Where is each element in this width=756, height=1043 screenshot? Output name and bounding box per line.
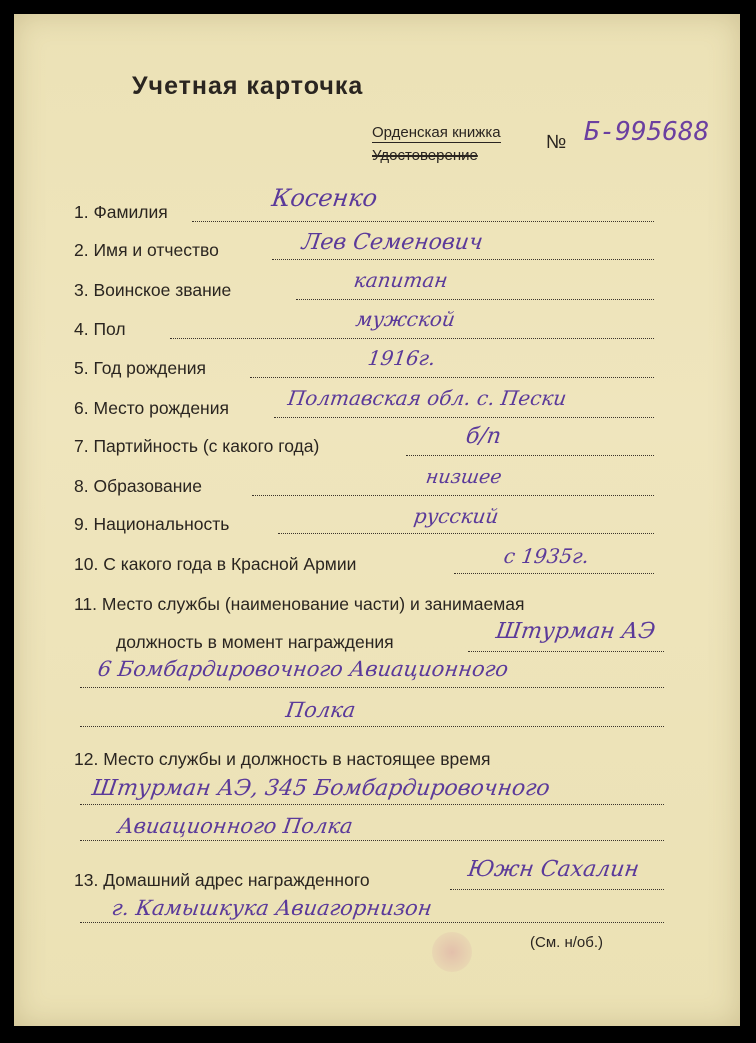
field-line (252, 495, 654, 496)
field-current-service-value-1: Штурман АЭ, 345 Бомбардировочного (90, 776, 552, 801)
field-home-address-value-1: Южн Сахалин (466, 857, 641, 882)
order-book-label: Орденская книжка (372, 124, 501, 141)
field-line (80, 922, 664, 923)
registration-card (14, 14, 740, 1026)
field-rank-value: капитан (352, 268, 450, 292)
field-surname-value: Косенко (270, 184, 380, 212)
field-birthplace-label: 6. Место рождения (74, 398, 229, 418)
field-name-label: 2. Имя и отчество (74, 240, 219, 260)
field-birth-year-label: 5. Год рождения (74, 358, 207, 378)
field-sex-value: мужской (354, 307, 457, 331)
field-line (274, 417, 654, 418)
field-service-award-value-3: Полка (284, 698, 358, 722)
field-line (250, 377, 654, 378)
field-army-since-value: с 1935г. (502, 544, 591, 568)
field-line (296, 299, 654, 300)
field-home-address-value-2: г. Камышкука Авиагорнизон (110, 896, 434, 920)
field-line (468, 651, 664, 652)
field-nationality-value: русский (412, 504, 501, 528)
field-nationality-label: 9. Национальность (74, 514, 230, 534)
field-sex-label: 4. Пол (74, 319, 126, 339)
field-line (454, 573, 654, 574)
field-service-award-label-1: 11. Место службы (наименование части) и занимаемая (74, 594, 525, 614)
field-education-label: 8. Образование (74, 476, 202, 496)
field-party-value: б/п (464, 424, 503, 449)
card-title: Учетная карточка (132, 72, 364, 100)
field-line (80, 687, 664, 688)
book-number: Б-995688 (584, 117, 710, 147)
field-line (192, 221, 654, 222)
field-name-value: Лев Семенович (300, 230, 485, 255)
field-surname-label: 1. Фамилия (74, 202, 168, 222)
field-birth-year-value: 1916г. (366, 346, 438, 370)
field-home-address-label: 13. Домашний адрес награжденного (74, 870, 370, 890)
field-rank-label: 3. Воинское звание (74, 280, 232, 300)
ink-smudge (432, 932, 472, 972)
field-service-award-label-2: должность в момент награждения (116, 632, 394, 652)
field-army-since-label: 10. С какого года в Красной Армии (74, 554, 357, 574)
field-party-label: 7. Партийность (с какого года) (74, 436, 320, 456)
field-education-value: низшее (424, 466, 504, 488)
field-line (170, 338, 654, 339)
field-current-service-value-2: Авиационного Полка (116, 814, 355, 838)
field-line (278, 533, 654, 534)
field-birthplace-value: Полтавская обл. с. Пески (286, 386, 569, 410)
certificate-label-struck: Удостоверение (372, 147, 478, 164)
footer-note: (См. н/об.) (530, 934, 604, 951)
field-line (406, 455, 654, 456)
field-line (450, 889, 664, 890)
field-current-service-label: 12. Место службы и должность в настоящее время (74, 749, 491, 769)
field-line (80, 726, 664, 727)
field-line (80, 840, 664, 841)
field-line (80, 804, 664, 805)
field-service-award-value-1: Штурман АЭ (494, 619, 657, 644)
field-service-award-value-2: 6 Бомбардировочного Авиационного (96, 657, 510, 681)
number-sign: № (546, 132, 567, 153)
field-line (272, 259, 654, 260)
